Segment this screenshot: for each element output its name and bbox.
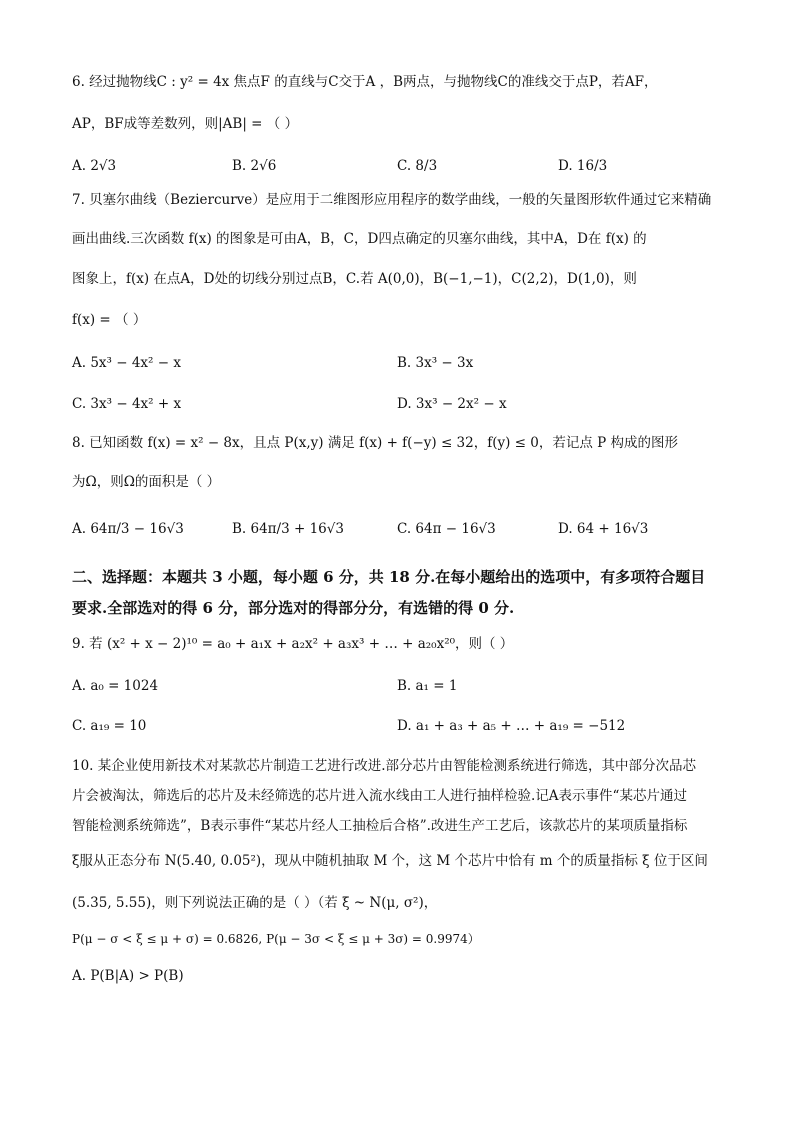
q9-option-d: D. a₁ + a₃ + a₅ + … + a₁₉ = −512 — [397, 718, 626, 734]
q7-line-4: f(x) = （ ） — [72, 312, 147, 328]
q10-line-6: P(μ − σ < ξ ≤ μ + σ) = 0.6826, P(μ − 3σ < ξ ≤ μ + 3σ) = 0.9974） — [72, 932, 480, 946]
q9-option-c: C. a₁₉ = 10 — [72, 718, 147, 734]
q6-option-c: C. 8/3 — [397, 158, 438, 174]
q6-line-1: 6. 经过抛物线C : y² = 4x 焦点F 的直线与C交于A ，B两点，与抛物线C的准线交于点P，若AF， — [72, 74, 658, 90]
q10-line-4: ξ服从正态分布 N(5.40, 0.05²)，现从中随机抽取 M 个，这 M 个芯片中恰有 m 个的质量指标 ξ 位于区间 — [72, 853, 708, 869]
q7-option-c: C. 3x³ − 4x² + x — [72, 396, 182, 412]
q10-line-5: (5.35, 5.55)，则下列说法正确的是（ ）（若 ξ ~ N(μ, σ²)， — [72, 895, 438, 911]
q10-line-1: 10. 某企业使用新技术对某款芯片制造工艺进行改进.部分芯片由智能检测系统进行筛选，其中部分次品芯 — [72, 758, 697, 774]
q6-option-d: D. 16/3 — [558, 158, 608, 174]
q8-option-d: D. 64 + 16√3 — [558, 521, 649, 537]
q9-line-1: 9. 若 (x² + x − 2)¹⁰ = a₀ + a₁x + a₂x² + a₃x³ + … + a₂₀x²⁰，则（ ） — [72, 636, 514, 652]
q6-line-2: AP，BF成等差数列，则|AB| = （ ） — [72, 116, 299, 132]
q9-option-b: B. a₁ = 1 — [397, 678, 458, 694]
q8-line-2: 为Ω，则Ω的面积是（ ） — [72, 474, 221, 490]
q10-line-2: 片会被淘汰，筛选后的芯片及未经筛选的芯片进入流水线由工人进行抽样检验.记A表示事件“某芯片通过 — [72, 788, 687, 804]
q7-option-b: B. 3x³ − 3x — [397, 355, 474, 371]
q10-option-a: A. P(B|A) > P(B) — [72, 968, 184, 984]
section-2-heading-line-1: 二、选择题：本题共 3 小题，每小题 6 分，共 18 分.在每小题给出的选项中，有多项符合题目 — [72, 568, 706, 586]
q9-option-a: A. a₀ = 1024 — [72, 678, 159, 694]
q7-line-3: 图象上，f(x) 在点A，D处的切线分别过点B，C.若 A(0,0)，B(−1,−1)，C(2,2)，D(1,0)，则 — [72, 271, 637, 287]
q7-option-d: D. 3x³ − 2x² − x — [397, 396, 507, 412]
q8-line-1: 8. 已知函数 f(x) = x² − 8x，且点 P(x,y) 满足 f(x) + f(−y) ≤ 32，f(y) ≤ 0，若记点 P 构成的图形 — [72, 435, 679, 451]
q7-line-2: 画出曲线.三次函数 f(x) 的图象是可由A，B，C，D四点确定的贝塞尔曲线，其中A，D在 f(x) 的 — [72, 231, 647, 247]
q6-option-a: A. 2√3 — [72, 158, 117, 174]
q7-line-1: 7. 贝塞尔曲线（Beziercurve）是应用于二维图形应用程序的数学曲线，一般的矢量图形软件通过它来精确 — [72, 192, 712, 208]
q10-line-3: 智能检测系统筛选”，B表示事件“某芯片经人工抽检后合格”.改进生产工艺后，该款芯片的某项质量指标 — [72, 818, 688, 834]
q8-option-c: C. 64π − 16√3 — [397, 521, 496, 537]
q8-option-b: B. 64π/3 + 16√3 — [232, 521, 344, 537]
section-2-heading-line-2: 要求.全部选对的得 6 分，部分选对的得部分分，有选错的得 0 分. — [72, 599, 515, 617]
q6-option-b: B. 2√6 — [232, 158, 277, 174]
q8-option-a: A. 64π/3 − 16√3 — [72, 521, 184, 537]
q7-option-a: A. 5x³ − 4x² − x — [72, 355, 181, 371]
